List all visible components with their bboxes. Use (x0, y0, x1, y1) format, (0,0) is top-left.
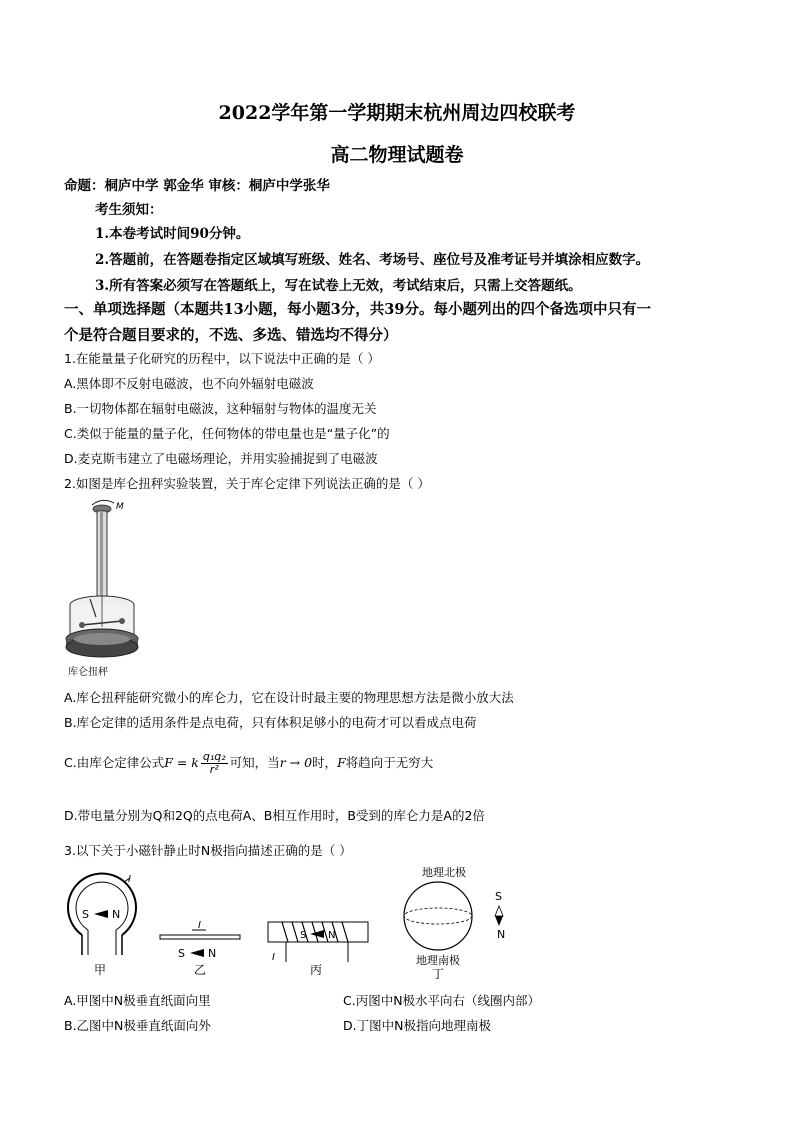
q2-c-suffix: 将趋向于无穷大 (345, 755, 434, 770)
q3-option-b: B.乙图中N极垂直纸面向外 (64, 1018, 211, 1033)
formula-r-limit: r → 0 (279, 755, 313, 770)
q1-option-a: A.黑体即不反射电磁波，也不向外辐射电磁波 (64, 376, 314, 391)
svg-text:N: N (328, 930, 336, 941)
q3-figures (60, 860, 560, 985)
formula-numerator: q₁q₂ (202, 750, 226, 763)
q3-option-c: C.丙图中N极水平向右（线圈内部） (343, 993, 541, 1008)
figure-jia (68, 874, 136, 977)
svg-text:地理北极: 地理北极 (422, 866, 466, 879)
figure-yi (160, 920, 240, 977)
q2-option-a: A.库仑扭秤能研究微小的库仑力，它在设计时最主要的物理思想方法是微小放大法 (64, 690, 514, 705)
q3-stem: 3.以下关于小磁针静止时N极指向描述正确的是（ ） (64, 843, 352, 858)
svg-text:甲: 甲 (94, 963, 107, 977)
q2-c-mid2: 时， (312, 755, 338, 770)
notice-heading: 考生须知： (95, 202, 163, 218)
svg-text:I: I (128, 874, 131, 885)
svg-text:I: I (198, 920, 201, 931)
formula-lhs: F = k (164, 755, 199, 770)
svg-text:S: S (178, 947, 185, 960)
svg-text:地理南极: 地理南极 (416, 954, 460, 967)
exam-subtitle: 高二物理试题卷 (330, 144, 464, 166)
q1-option-d: D.麦克斯韦建立了电磁场理论，并用实验捕捉到了电磁波 (64, 451, 378, 466)
svg-text:S: S (300, 930, 307, 941)
formula-f: F (337, 755, 346, 770)
q2-c-mid: 可知，当 (229, 755, 280, 770)
figure-bing (268, 922, 368, 977)
svg-text:N: N (497, 928, 506, 941)
section-heading-line1: 一、单项选择题（本题共13小题，每小题3分，共39分。每小题列出的四个备选项中只有一 (64, 301, 651, 318)
coulomb-torsion-balance-figure (64, 497, 144, 681)
notice-item-3: 3.所有答案必须写在答题纸上，写在试卷上无效，考试结束后，只需上交答题纸。 (95, 278, 582, 294)
q1-stem: 1.在能量量子化研究的历程中，以下说法中正确的是（ ） (64, 351, 380, 366)
q2-option-b: B.库仑定律的适用条件是点电荷，只有体积足够小的电荷才可以看成点电荷 (64, 715, 477, 730)
svg-text:I: I (272, 952, 275, 963)
notice-item-2: 2.答题前，在答题卷指定区域填写班级、姓名、考场号、座位号及准考证号并填涂相应数字。 (95, 252, 650, 268)
svg-text:S: S (495, 890, 502, 903)
q3-option-a: A.甲图中N极垂直纸面向里 (64, 993, 211, 1008)
figure-ding (404, 865, 505, 981)
q2-c-prefix: C.由库仑定律公式 (64, 755, 165, 770)
section-heading-line2: 个是符合题目要求的，不选、多选、错选均不得分） (64, 327, 398, 344)
svg-text:丁: 丁 (432, 967, 445, 981)
svg-text:丙: 丙 (310, 963, 323, 977)
figure-caption: 库仑扭秤 (68, 667, 108, 678)
exam-title: 2022学年第一学期期末杭州周边四校联考 (218, 102, 576, 124)
q1-option-c: C.类似于能量的量子化，任何物体的带电量也是“量子化”的 (64, 426, 390, 441)
q1-option-b: B.一切物体都在辐射电磁波，这种辐射与物体的温度无关 (64, 401, 377, 416)
formula-fraction (201, 751, 228, 776)
svg-text:乙: 乙 (194, 963, 207, 977)
label-m: M (116, 502, 124, 512)
q2-option-c (64, 751, 433, 776)
authors-line: 命题：桐庐中学 郭金华 审核：桐庐中学张华 (64, 178, 330, 194)
svg-text:N: N (208, 947, 217, 960)
q2-option-d: D.带电量分别为Q和2Q的点电荷A、B相互作用时，B受到的库仑力是A的2倍 (64, 808, 485, 823)
q2-stem: 2.如图是库仑扭秤实验装置，关于库仑定律下列说法正确的是（ ） (64, 476, 430, 491)
q3-option-d: D.丁图中N极指向地理南极 (343, 1018, 491, 1033)
formula-denominator: r² (209, 763, 219, 776)
notice-item-1: 1.本卷考试时间90分钟。 (95, 226, 250, 242)
svg-text:S: S (82, 908, 89, 921)
svg-text:N: N (112, 908, 121, 921)
